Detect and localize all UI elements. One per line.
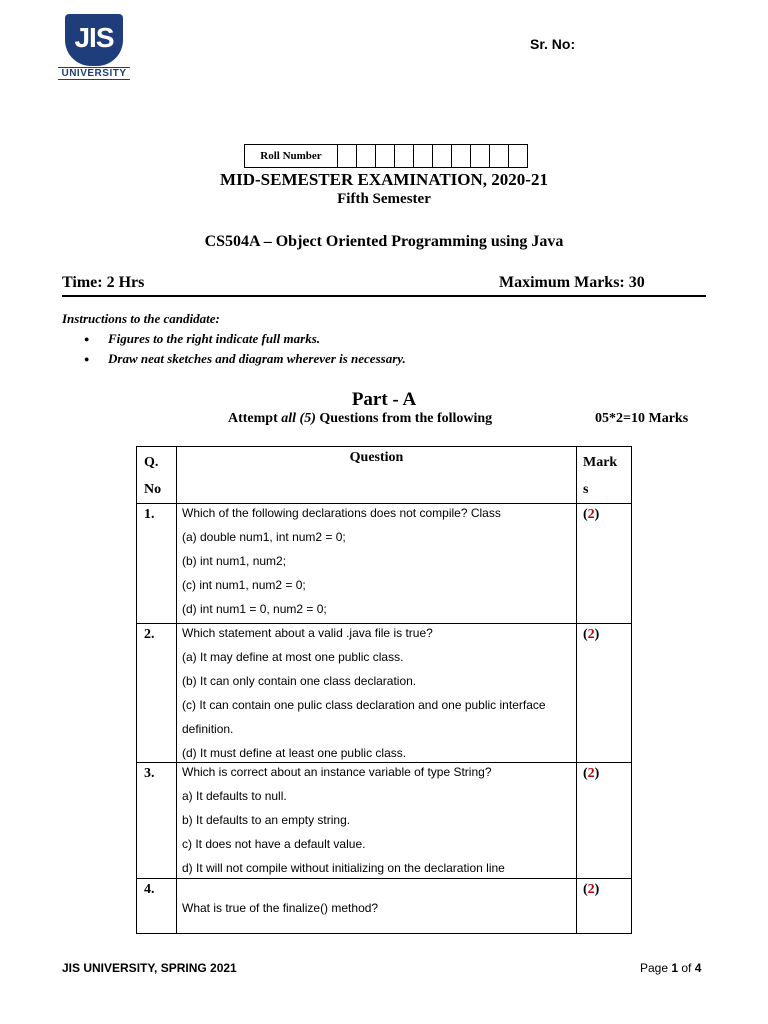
instructions-heading: Instructions to the candidate: xyxy=(62,311,220,326)
part-title: Part - A xyxy=(351,389,417,410)
question-line: Which is correct about an instance variable of type String? xyxy=(182,765,492,779)
marks-value: 2 xyxy=(587,882,595,897)
header-divider xyxy=(62,295,706,297)
question-option: (d) int num1 = 0, num2 = 0; xyxy=(182,602,327,616)
question-number: 1. xyxy=(137,504,177,624)
question-option: (b) It can only contain one class declaration. xyxy=(182,674,417,688)
table-row xyxy=(137,624,632,763)
roll-number-label: Roll Number xyxy=(244,144,338,168)
roll-number-cell xyxy=(433,144,452,168)
part-marks: 05*2=10 Marks xyxy=(595,411,689,426)
instructions-list xyxy=(84,330,406,370)
header-marks-line: s xyxy=(583,482,589,497)
marks-close: ) xyxy=(594,507,600,522)
header-question: Question xyxy=(177,447,577,504)
time-allowed: Time: 2 Hrs xyxy=(62,274,145,291)
roll-number-cell xyxy=(490,144,509,168)
question-option: (c) int num1, num2 = 0; xyxy=(182,578,306,592)
instruction-item: ● Draw neat sketches and diagram wherever is necessary. xyxy=(84,350,406,370)
question-number: 4. xyxy=(137,879,177,934)
question-marks xyxy=(577,879,632,934)
exam-title: MID-SEMESTER EXAMINATION, 2020-21 xyxy=(220,170,548,189)
instruction-item: ● Figures to the right indicate full marks. xyxy=(84,330,406,350)
marks-value: 2 xyxy=(587,627,595,642)
question-option: (c) It can contain one pulic class declaration and one public interface xyxy=(182,698,546,712)
question-option: c) It does not have a default value. xyxy=(182,837,366,851)
question-marks xyxy=(577,624,632,763)
semester-label: Fifth Semester xyxy=(337,191,431,207)
roll-number-cell xyxy=(509,144,528,168)
header-qno xyxy=(137,447,177,504)
table-row xyxy=(137,763,632,879)
roll-number-cell xyxy=(471,144,490,168)
marks-open: ( xyxy=(583,507,588,522)
header-qno-line: No xyxy=(144,482,162,497)
question-marks xyxy=(577,504,632,624)
table-row xyxy=(137,504,632,624)
logo-mark: JIS xyxy=(74,22,114,53)
marks-close: ) xyxy=(594,627,600,642)
table-header-row xyxy=(137,447,632,504)
question-option: a) It defaults to null. xyxy=(182,789,287,803)
question-line xyxy=(182,879,576,899)
question-option: (a) double num1, int num2 = 0; xyxy=(182,530,346,544)
page-prefix: Page xyxy=(640,961,672,975)
roll-number-cell xyxy=(414,144,433,168)
header-marks xyxy=(577,447,632,504)
question-line: Which statement about a valid .java file is true? xyxy=(182,626,433,640)
header-qno-line: Q. xyxy=(144,455,159,470)
roll-number-cell xyxy=(376,144,395,168)
question-marks xyxy=(577,763,632,879)
question-option: (a) It may define at most one public class. xyxy=(182,650,404,664)
table-row xyxy=(137,879,632,934)
page-total: 4 xyxy=(694,961,702,975)
marks-open: ( xyxy=(583,627,588,642)
roll-number-cell xyxy=(338,144,357,168)
attempt-instruction xyxy=(228,411,492,427)
attempt-text: Attempt xyxy=(228,411,282,426)
maximum-marks: Maximum Marks: 30 xyxy=(499,274,645,291)
header-marks-line: Mark xyxy=(583,455,618,470)
course-title: CS504A – Object Oriented Programming using Java xyxy=(204,233,564,250)
question-option: (b) int num1, num2; xyxy=(182,554,287,568)
question-option: b) It defaults to an empty string. xyxy=(182,813,351,827)
marks-value: 2 xyxy=(587,507,595,522)
question-option: definition. xyxy=(182,722,234,736)
question-line: Which of the following declarations does not compile? Class xyxy=(182,506,501,520)
question-number: 2. xyxy=(137,624,177,763)
page-of: of xyxy=(678,961,695,975)
question-text xyxy=(177,763,577,879)
question-number: 3. xyxy=(137,763,177,879)
questions-table xyxy=(136,446,632,934)
attempt-emphasis: all (5) xyxy=(281,411,316,426)
roll-number-cell xyxy=(395,144,414,168)
marks-open: ( xyxy=(583,882,588,897)
page-indicator xyxy=(640,961,701,975)
roll-number-box xyxy=(244,144,528,168)
question-line: What is true of the finalize() method? xyxy=(182,901,379,915)
question-text xyxy=(177,624,577,763)
question-option: (d) It must define at least one public class. xyxy=(182,746,407,760)
question-text xyxy=(177,504,577,624)
serial-number-label: Sr. No: xyxy=(530,36,576,52)
question-option: d) It will not compile without initializing on the declaration line xyxy=(182,861,505,875)
logo-wordmark: UNIVERSITY xyxy=(58,67,130,80)
attempt-text-end: Questions from the following xyxy=(315,411,493,426)
marks-close: ) xyxy=(594,766,600,781)
question-text xyxy=(177,879,577,934)
university-logo xyxy=(58,14,130,80)
page-number: 1 xyxy=(671,961,679,975)
roll-number-cell xyxy=(452,144,471,168)
marks-value: 2 xyxy=(587,766,595,781)
roll-number-cell xyxy=(357,144,376,168)
footer-institution: JIS UNIVERSITY, SPRING 2021 xyxy=(62,961,237,975)
marks-close: ) xyxy=(594,882,600,897)
marks-open: ( xyxy=(583,766,588,781)
